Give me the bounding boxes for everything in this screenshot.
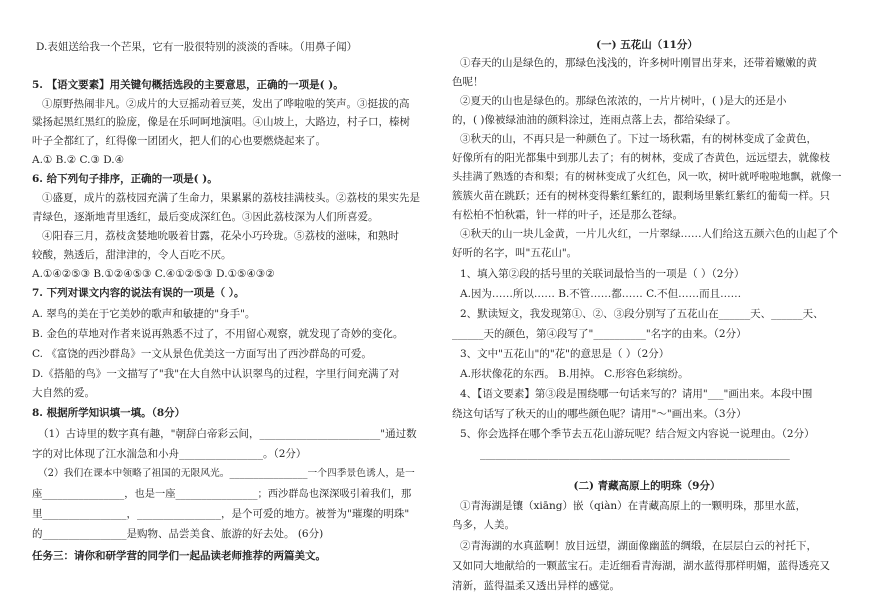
left-text-line: 粱扬起黑红黑红的脸庞，像是在乐呵呵地演唱。④山坡上，大路边，村子口，榛树: [32, 116, 410, 128]
left-text-line: B. 金色的草地对作者来说再熟悉不过了，不用留心观察，就发现了奇妙的变化。: [32, 328, 404, 340]
left-text-line: 字的对比体现了江水湍急和小舟________________。（2分）: [32, 448, 307, 460]
left-text-line: ①原野热闹非凡。②成片的大豆摇动着豆荚，发出了哗啦啦的笑声。③挺拔的高: [42, 98, 410, 110]
right-text-line: ①青海湖是镶（xiāng）嵌（qiàn）在青藏高原上的一颗明珠，那里水蓝，: [460, 500, 807, 512]
left-text-line: 里________________，________________，是个可爱的地方。被誉为"璀璨的明珠": [32, 508, 410, 520]
right-text-line: 4、【语文要素】第③段是围绕哪一句话来写的？请用"___"画出来。本段中围: [460, 388, 813, 400]
right-text-line: ④秋天的山一块儿金黄，一片儿火红，一片翠绿……人们给这五颜六色的山起了个: [460, 228, 838, 240]
right-text-line: 3、文中"五花山"的"花"的意思是（ ）（2分）: [460, 348, 670, 360]
right-text-line: 5、你会选择在哪个季节去五花山游玩呢？结合短文内容说一说理由。（2分）: [460, 428, 815, 440]
right-text-line: ③秋天的山，不再只是一种颜色了。下过一场秋霜，有的树林变成了金黄色，: [460, 133, 817, 145]
right-text-line: 好像所有的阳光都集中到那儿去了；有的树林，变成了杏黄色，远远望去，就像枝: [452, 152, 830, 164]
right-text-line: 1、填入第②段的括号里的关联词最恰当的一项是（ ）（2分）: [460, 268, 745, 280]
right-text-line: 绕这句话写了秋天的山的哪些颜色呢？请用"～"画出来。（3分）: [452, 408, 747, 420]
right-text-line: ①春天的山是绿色的，那绿色浅浅的，许多树叶刚冒出芽来，还带着嫩嫩的黄: [460, 57, 817, 69]
right-text-line: 头挂满了熟透的杏和梨；有的树林变成了火红色，风一吹，树叶就呼啦啦地飘，就像一: [452, 171, 842, 183]
right-text-line: ②青海湖的水真蓝啊！放目远望，湖面像幽蓝的绸缎，在层层白云的衬托下，: [460, 540, 817, 552]
right-text-line: A.因为……所以…… B.不管……都…… C.不但……而且……: [460, 288, 742, 300]
right-text-line: 好听的名字，叫"五花山"。: [452, 247, 578, 259]
left-text-line: 大自然的爱。: [32, 387, 95, 399]
right-text-line: A.形状像花的东西。 B.用掉。 C.形容色彩缤纷。: [460, 368, 689, 380]
left-text-line: C. 《富饶的西沙群岛》一文从景色优美这一方面写出了西沙群岛的可爱。: [32, 348, 372, 360]
right-text-line: ___________________________________________________________: [480, 448, 790, 460]
left-text-line: 5. 【语文要素】用关键句概括选段的主要意思，正确的一项是( )。: [32, 79, 344, 91]
left-text-line: ①盛夏，成片的荔枝园充满了生命力，果累累的荔枝挂满枝头。②荔枝的果实先是: [42, 192, 420, 204]
left-text-line: 任务三：请你和研学营的同学们一起品读老师推荐的两篇美文。: [32, 550, 326, 562]
left-text-line: （1）古诗里的数字真有趣，"朝辞白帝彩云间，_______________________"通过数: [38, 428, 417, 440]
right-text-line: ______天的颜色，第④段写了"__________"名字的由来。（2分）: [452, 328, 747, 340]
right-text-line: (一) 五花山（11分）: [596, 39, 698, 51]
left-text-line: A. 翠鸟的美在于它美妙的歌声和敏捷的"身手"。: [32, 308, 256, 320]
right-text-line: ②夏天的山也是绿色的。那绿色浓浓的，一片片树叶，( )是大的还是小: [460, 95, 787, 107]
left-text-line: 较酸，熟透后，甜津津的，令人百吃不厌。: [32, 249, 232, 261]
left-text-line: A.① B.② C.③ D.④: [32, 154, 125, 166]
right-text-line: 的，( )像被绿油油的颜料涂过，连雨点落上去，都给染绿了。: [452, 114, 737, 126]
left-text-line: （2）我们在课本中领略了祖国的无限风光。________________一个四季景色诱人，是一: [38, 468, 415, 479]
left-text-line: 青绿色，逐渐地青里透红，最后变成深红色。③因此荔枝深为人们所喜爱。: [32, 211, 379, 223]
right-text-line: 清新，蓝得温柔又透出异样的感觉。: [452, 580, 620, 592]
left-text-line: 的________________是购物、品尝美食、旅游的好去处。 (6分): [32, 528, 324, 540]
left-text-line: D.表姐送给我一个芒果，它有一股很特别的淡淡的香味。（用鼻子闻）: [36, 41, 358, 53]
right-text-line: 2、默读短文，我发现第①、②、③段分别写了五花山在______天、______天、: [460, 308, 824, 320]
right-text-line: 色呢！: [452, 76, 484, 88]
left-text-line: 座________________，也是一座________________；西沙群岛也深深吸引着我们，那: [32, 488, 412, 500]
left-text-line: ④阳春三月，荔枝贪婪地吮吸着甘露，花朵小巧玲珑。⑤荔枝的滋味，和熟时: [42, 230, 399, 242]
right-text-line: 簇簇火苗在跳跃；还有的树林变得紫红紫红的，跟剩场里紫红紫红的葡萄一样。只: [452, 190, 830, 202]
left-text-line: 8. 根据所学知识填一填。（8分）: [32, 407, 186, 419]
left-text-line: 叶子全都红了，红得像一团团火，把人们的心也要燃烧起来了。: [32, 135, 326, 147]
right-text-line: (二) 青藏高原上的明珠（9分）: [573, 480, 721, 492]
left-text-line: 7. 下列对课文内容的说法有误的一项是（ ）。: [32, 287, 245, 299]
left-text-line: 6. 给下列句子排序，正确的一项是( )。: [32, 173, 218, 185]
right-text-line: 有松柏不怕秋霜，针一样的叶子，还是那么苍绿。: [452, 209, 683, 221]
left-text-line: D.《搭船的鸟》一文描写了"我"在大自然中认识翠鸟的过程，字里行间充满了对: [32, 368, 400, 380]
right-text-line: 又如同大地献给的一颗蓝宝石。走近细看青海湖，湖水蓝得那样明媚，蓝得透亮又: [452, 560, 830, 572]
right-text-line: 鸟多，人美。: [452, 519, 515, 531]
left-text-line: A.①④②⑤③ B.①②④⑤③ C.④①②⑤③ D.①⑤④③②: [32, 268, 275, 280]
